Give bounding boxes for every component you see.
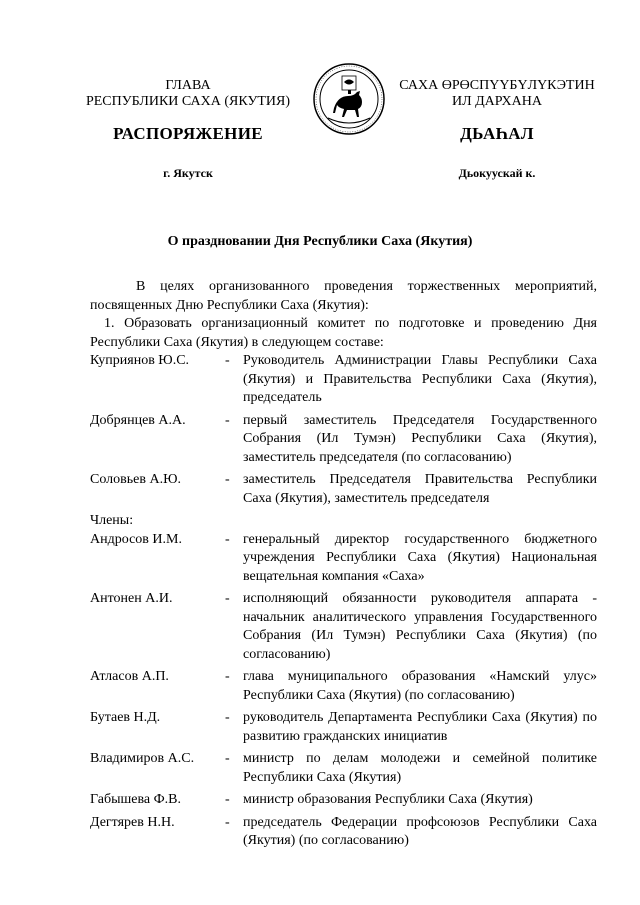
member-dash: - (225, 353, 230, 368)
member-dash: - (225, 669, 230, 684)
header-left-line2: РЕСПУБЛИКИ САХА (ЯКУТИЯ) (85, 94, 291, 109)
member-name: Габышева Ф.В. (90, 792, 182, 807)
member-name: Антонен А.И. (90, 591, 173, 606)
member-dash: - (225, 591, 230, 606)
member-role: первый заместитель Председателя Государственного Собрания (Ил Тумэн) Республики Саха (Якутия), заместитель председателя (по согласованию) (243, 412, 597, 465)
member-dash: - (225, 472, 230, 487)
member-role: руководитель Департамента Республики Саха (Якутия) по развитию гражданских инициатив (243, 710, 597, 744)
list-item (90, 791, 597, 810)
header-right (392, 78, 602, 110)
member-role: исполняющий обязанности руководителя аппарата - начальник аналитического управления Государственного Собрания (Ил Тумэн) Республики Саха (Якутия) (по согласованию) (243, 591, 597, 662)
member-dash: - (225, 710, 230, 725)
document-body (90, 278, 597, 851)
member-name: Куприянов Ю.С. (90, 353, 190, 368)
list-item (90, 750, 597, 787)
list-item (90, 668, 597, 705)
members-list (90, 531, 597, 851)
member-dash: - (225, 751, 230, 766)
member-name: Бутаев Н.Д. (90, 710, 161, 725)
member-dash: - (225, 531, 230, 547)
list-item (90, 352, 597, 408)
member-name: Соловьев А.Ю. (90, 472, 181, 487)
member-name: Андросов И.М. (90, 531, 182, 547)
member-role: глава муниципального образования «Намский улус» Республики Саха (Якутия) (по согласованию) (243, 669, 597, 703)
list-item (90, 709, 597, 746)
doc-type-left: РАСПОРЯЖЕНИЕ (113, 124, 263, 143)
header-left-line1: ГЛАВА (165, 78, 211, 93)
city-left: г. Якутск (163, 166, 213, 180)
member-role: заместитель Председателя Правительства Республики Саха (Якутия), заместитель председателя (243, 472, 597, 506)
list-item (90, 531, 597, 587)
member-dash: - (225, 412, 230, 428)
item-1-paragraph: 1. Образовать организационный комитет по подготовке и проведению Дня Республики Саха (Якутия) в следующем составе: (90, 316, 597, 350)
member-role: председатель Федерации профсоюзов Республики Саха (Якутия) (по согласованию) (243, 814, 597, 848)
member-dash: - (225, 792, 230, 807)
member-role: Руководитель Администрации Главы Республики Саха (Якутия) и Правительства Республики Саха (Якутия), председатель (243, 353, 597, 405)
header-left (78, 78, 298, 110)
doc-type-right: ДЬАҺАЛ (460, 124, 534, 143)
member-role: министр образования Республики Саха (Якутия) (243, 792, 533, 807)
member-role: генеральный директор государственного бюджетного учреждения Республики Саха (Якутия) Национальная вещательная компания «Саха» (243, 531, 597, 584)
list-item (90, 412, 597, 468)
member-name: Дегтярев Н.Н. (90, 814, 175, 830)
header-right-line1: САХА ӨРӨСПҮҮБҮЛҮКЭТИН (399, 78, 595, 93)
republic-emblem-icon (312, 62, 386, 136)
member-name: Владимиров А.С. (90, 751, 195, 766)
member-name: Атласов А.П. (90, 669, 169, 684)
list-item (90, 471, 597, 508)
header-right-line2: ИЛ ДАРХАНА (451, 94, 542, 109)
city-right: Дьокуускай к. (458, 166, 536, 180)
member-name: Добрянцев А.А. (90, 412, 186, 428)
list-item (90, 590, 597, 664)
members-label: Члены: (90, 513, 134, 528)
member-dash: - (225, 814, 230, 830)
member-role: министр по делам молодежи и семейной политике Республики Саха (Якутия) (243, 751, 597, 785)
list-item (90, 814, 597, 851)
leaders-list (90, 352, 597, 508)
document-title: О праздновании Дня Республики Саха (Якутия) (167, 234, 473, 249)
intro-paragraph: В целях организованного проведения торжественных мероприятий, посвященных Дню Республики Саха (Якутия): (90, 279, 597, 313)
